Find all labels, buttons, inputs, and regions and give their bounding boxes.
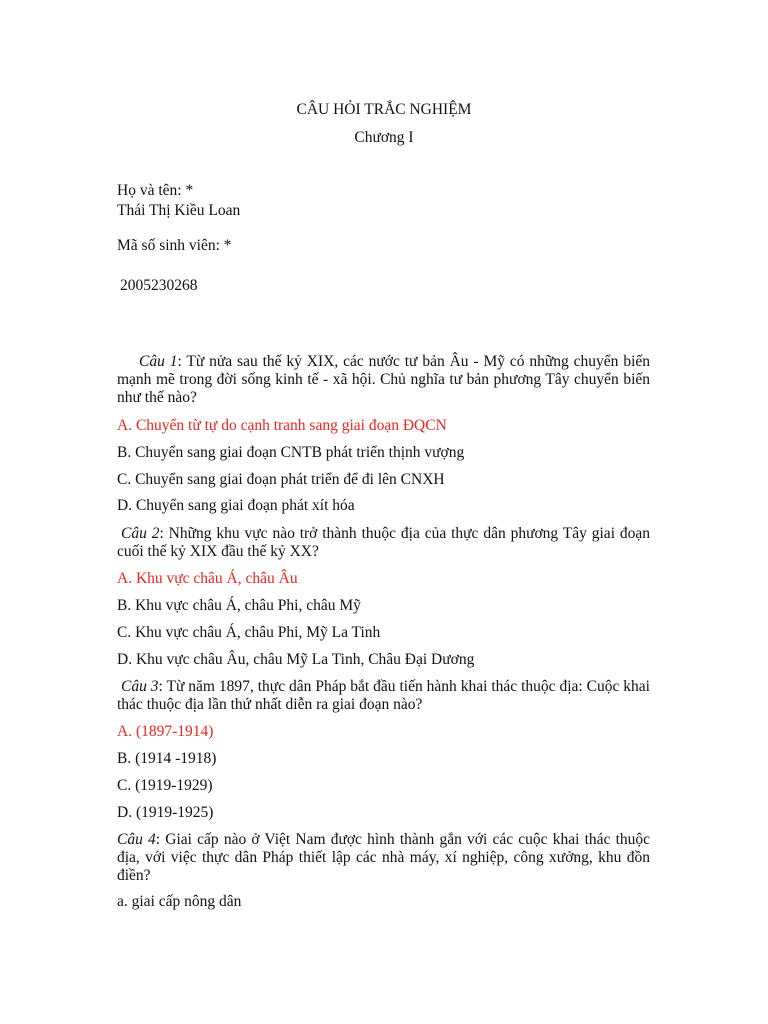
name-value: Thái Thị Kiều Loan <box>117 202 241 219</box>
question-4-label: Câu 4 <box>117 831 156 848</box>
question-4 <box>117 831 650 885</box>
document-title: CÂU HỎI TRẮC NGHIỆM <box>296 101 472 118</box>
question-3-option-d: D. (1919-1925) <box>117 804 214 821</box>
question-2-option-a: A. Khu vực châu Á, châu Âu <box>117 570 298 587</box>
question-3 <box>117 678 650 714</box>
question-2-option-b: B. Khu vực châu Á, châu Phi, châu Mỹ <box>117 597 361 614</box>
question-1-option-d: D. Chuyển sang giai đoạn phát xít hóa <box>117 497 355 514</box>
question-2 <box>117 525 650 561</box>
question-1-option-b: B. Chuyển sang giai đoạn CNTB phát triển thịnh vượng <box>117 444 465 461</box>
question-2-option-d: D. Khu vực châu Âu, châu Mỹ La Tinh, Châu Đại Dương <box>117 651 475 668</box>
document-subtitle: Chương I <box>354 129 414 146</box>
question-1-text: : Từ nửa sau thế kỷ XIX, các nước tư bản Âu - Mỹ có những chuyển biến mạnh mẽ trong đời sống kinh tế - xã hội. Chủ nghĩa tư bản phương Tây chuyển biến như thế nào? <box>117 353 651 406</box>
question-1-option-a: A. Chuyển từ tự do cạnh tranh sang giai đoạn ĐQCN <box>117 417 447 434</box>
question-2-label: Câu 2 <box>121 525 160 542</box>
question-3-label: Câu 3 <box>121 678 159 695</box>
question-3-option-c: C. (1919-1929) <box>117 777 213 794</box>
question-3-text: : Từ năm 1897, thực dân Pháp bắt đầu tiến hành khai thác thuộc địa: Cuộc khai thác thuộc địa lần thứ nhất diễn ra giai đoạn nào? <box>117 678 650 713</box>
student-id-value: 2005230268 <box>120 277 198 294</box>
question-4-text: : Giai cấp nào ở Việt Nam được hình thành gắn với các cuộc khai thác thuộc địa, với việc thực dân Pháp thiết lập các nhà máy, xí nghiệp, công xưởng, khu đồn điền? <box>117 831 651 884</box>
question-4-option-a: a. giai cấp nông dân <box>117 893 242 910</box>
question-3-option-b: B. (1914 -1918) <box>117 750 217 767</box>
question-3-option-a: A. (1897-1914) <box>117 723 214 740</box>
question-1-option-c: C. Chuyển sang giai đoạn phát triển để đi lên CNXH <box>117 471 445 488</box>
question-2-text: : Những khu vực nào trở thành thuộc địa của thực dân phương Tây giai đoạn cuối thế kỷ XIX đầu thế kỷ XX? <box>117 525 651 560</box>
question-1 <box>117 353 650 407</box>
student-id-label: Mã số sinh viên: * <box>117 237 232 254</box>
question-2-option-c: C. Khu vực châu Á, châu Phi, Mỹ La Tinh <box>117 624 381 641</box>
question-1-label: Câu 1 <box>139 353 178 370</box>
name-label: Họ và tên: * <box>117 182 194 199</box>
